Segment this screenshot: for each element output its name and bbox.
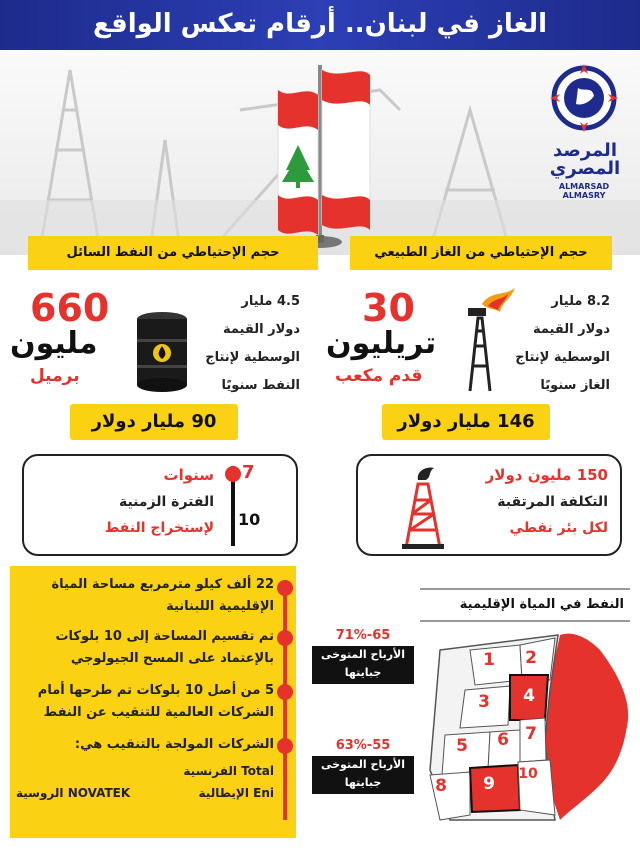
facts-dot: [277, 738, 293, 754]
profit-bottom-label: الأرباح المتوخى جبايتها: [320, 758, 406, 789]
oil-desc-line: دولار القيمة: [222, 322, 300, 337]
fact-item: 22 ألف كيلو مترمربع مساحة المياة الإقليمية اللبنانية: [51, 577, 274, 614]
gas-description: [500, 288, 610, 400]
map-section-header: النفط في المياة الإقليمية: [420, 588, 630, 622]
logo-latin-name: ALMARSAD ALMASRY: [558, 182, 610, 200]
gas-reserve-panel: [326, 286, 620, 404]
title-bar: [0, 0, 640, 50]
gas-desc-line: 8.2 مليار: [551, 294, 610, 309]
oil-reserve-panel: [10, 286, 310, 404]
cost-amount: 150 مليون دولار: [485, 466, 608, 484]
facts-timeline-line: [283, 580, 287, 820]
period-top-label: سنوات: [163, 466, 214, 484]
facts-dot: [277, 580, 293, 596]
cost-card: [356, 454, 622, 556]
oil-desc-line: النفط سنويًا: [221, 378, 300, 393]
gas-section-label: حجم الإحتياطي من الغاز الطبيعي: [350, 236, 612, 270]
period-card: [22, 454, 298, 556]
profit-top-label: الأرباح المتوخى جبايتها: [320, 648, 406, 679]
fact-item: 5 من أصل 10 بلوكات تم طرحها أمام الشركات العالمية للتنقيب عن النفط: [37, 683, 274, 720]
company-eni: Eni الإيطالية: [198, 786, 274, 800]
cost-label: التكلفة المرتقبة: [497, 494, 608, 510]
oil-small-unit: برميل: [30, 366, 80, 386]
block-label-10: 10: [518, 766, 538, 782]
period-label: الفترة الزمنية: [118, 494, 214, 510]
company-total: Total الفرنسية: [183, 764, 274, 778]
oil-value-box: 90 مليار دولار: [70, 404, 238, 440]
gas-big-unit: تريليون: [326, 326, 437, 361]
oil-desc-line: 4.5 مليار: [241, 294, 300, 309]
facts-panel: [10, 566, 296, 838]
oil-desc-line: الوسطية لإنتاج: [205, 350, 300, 365]
profit-bottom-pct: 63%-55: [312, 736, 414, 756]
block-label-6: 6: [497, 730, 509, 750]
block-label-8: 8: [435, 776, 447, 796]
facts-dot: [277, 630, 293, 646]
period-bottom-num: 10: [238, 510, 261, 529]
oil-rig-icon: [398, 464, 448, 550]
period-top-num: 7: [242, 462, 255, 483]
period-purpose: لإستخراج النفط: [104, 520, 214, 536]
oil-description: [190, 288, 300, 400]
gas-value-box: 146 مليار دولار: [382, 404, 550, 440]
block-label-5: 5: [456, 736, 468, 756]
profit-top-pct: 71%-65: [312, 626, 414, 646]
fact-item: تم تقسيم المساحة إلى 10 بلوكات بالإعتماد على المسح الجيولوجي: [55, 629, 274, 666]
block-label-9: 9: [483, 774, 495, 794]
hero-banner: [0, 50, 640, 255]
gas-small-unit: قدم مكعب: [335, 366, 423, 386]
gas-desc-line: الغاز سنويًا: [540, 378, 610, 393]
block-label-4: 4: [523, 686, 535, 706]
oil-section-label: حجم الإحتياطي من النفط السائل: [28, 236, 318, 270]
gas-big-number: 30: [362, 286, 415, 330]
facts-dot: [277, 684, 293, 700]
block-label-1: 1: [483, 650, 495, 670]
logo-name: المرصد المصري: [549, 140, 621, 179]
company-novatek: NOVATEK الروسية: [16, 786, 131, 800]
block-label-3: 3: [478, 692, 490, 712]
period-dot-top: [225, 466, 241, 482]
block-label-2: 2: [525, 648, 537, 668]
oil-big-unit: مليون: [10, 326, 98, 361]
oil-big-number: 660: [30, 286, 110, 330]
fact-item: الشركات المولجة بالتنقيب هي:: [74, 737, 274, 752]
profit-box-bottom: [312, 736, 414, 794]
profit-box-top: [312, 626, 414, 684]
block-label-7: 7: [525, 724, 537, 744]
oil-barrel-icon: [135, 311, 190, 393]
cost-per-well: لكل بئر نفطي: [509, 520, 608, 536]
almarsad-logo-icon: [548, 62, 620, 142]
gas-desc-line: دولار القيمة: [532, 322, 610, 337]
gas-desc-line: الوسطية لإنتاج: [515, 350, 610, 365]
lebanon-flag-icon: [270, 60, 380, 255]
page-title: الغاز في لبنان.. أرقام تعكس الواقع: [92, 9, 548, 39]
